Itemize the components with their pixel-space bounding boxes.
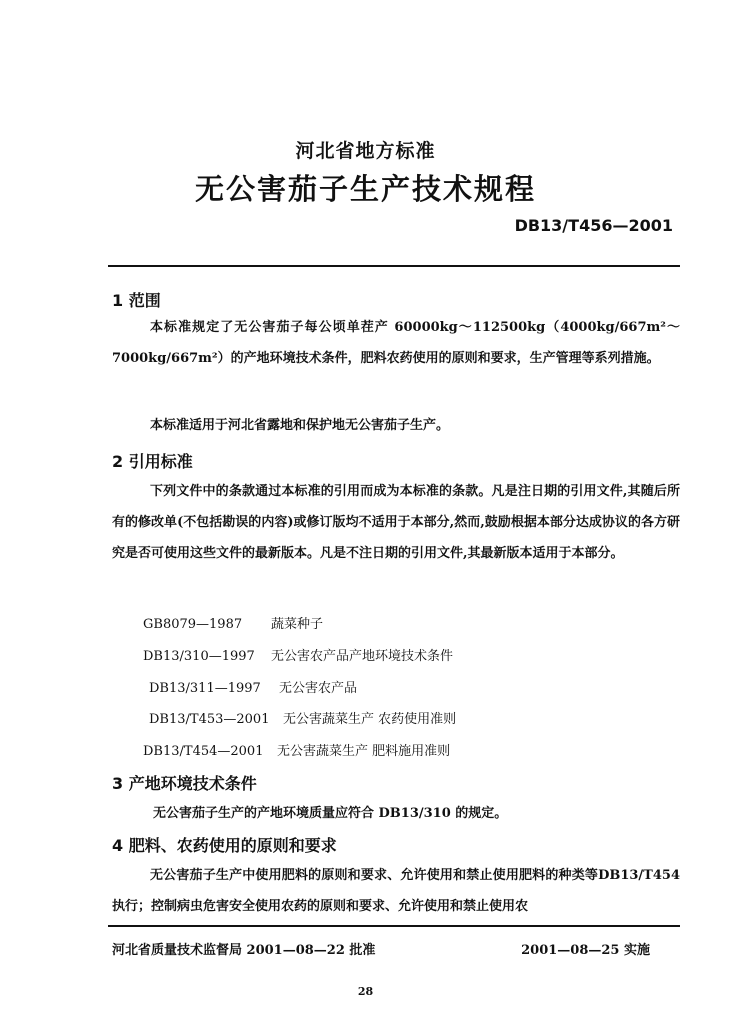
section-heading-references: 2 引用标准 <box>112 452 193 471</box>
reference-code: DB13/311—1997 <box>149 681 261 696</box>
reference-name: 无公害蔬菜生产 农药使用准则 <box>283 712 457 727</box>
page-number: 28 <box>357 985 374 998</box>
references-paragraph: 下列文件中的条款通过本标准的引用而成为本标准的条款。凡是注日期的引用文件,其随后所有的修改单(不包括勘误的内容)或修订版均不适用于本部分,然而,鼓励根据本部分达成协议的各方研究是否可使用这些文件的最新版本。凡是不注日期的引用文件,其最新版本适用于本部分。 <box>112 484 680 561</box>
section-heading-fertilizer-pesticide: 4 肥料、农药使用的原则和要求 <box>112 836 337 855</box>
environment-paragraph: 无公害茄子生产的产地环境质量应符合 DB13/310 的规定。 <box>153 806 508 821</box>
reference-code: DB13/310—1997 <box>143 649 255 664</box>
fertilizer-paragraph: 无公害茄子生产中使用肥料的原则和要求、允许使用和禁止使用肥料的种类等DB13/T454 执行；控制病虫危害安全使用农药的原则和要求、允许使用和禁止使用农 <box>112 868 680 914</box>
document-title: 无公害茄子生产技术规程 <box>194 172 536 206</box>
scope-paragraph-1: 本标准规定了无公害茄子每公顷单茬产 60000kg～112500kg（4000kg/667m²～7000kg/667m²）的产地环境技术条件，肥料农药使用的原则和要求，生产管理等系列措施。 <box>112 320 680 366</box>
reference-code: DB13/T453—2001 <box>149 712 270 727</box>
reference-item <box>143 740 450 759</box>
implement-text: 2001—08—25 实施 <box>521 943 650 958</box>
footer <box>112 939 680 958</box>
scope-paragraph-2: 本标准适用于河北省露地和保护地无公害茄子生产。 <box>150 418 450 433</box>
reference-name: 无公害蔬菜生产 肥料施用准则 <box>277 744 451 759</box>
reference-item <box>143 645 453 664</box>
reference-name: 无公害农产品 <box>279 681 358 696</box>
reference-name: 蔬菜种子 <box>271 617 324 632</box>
reference-code: GB8079—1987 <box>143 617 243 632</box>
reference-code: DB13/T454—2001 <box>143 744 264 759</box>
reference-item <box>143 613 323 632</box>
footer-rule <box>108 925 680 927</box>
reference-name: 无公害农产品产地环境技术条件 <box>271 649 454 664</box>
reference-item <box>149 677 357 696</box>
section-heading-scope: 1 范围 <box>112 291 161 310</box>
standard-code: DB13/T456—2001 <box>514 216 673 235</box>
reference-item <box>149 708 456 727</box>
approval-text: 河北省质量技术监督局 2001—08—22 批准 <box>112 943 376 958</box>
section-heading-environment: 3 产地环境技术条件 <box>112 774 257 793</box>
header-rule <box>108 265 680 267</box>
standard-kicker: 河北省地方标准 <box>295 140 436 162</box>
